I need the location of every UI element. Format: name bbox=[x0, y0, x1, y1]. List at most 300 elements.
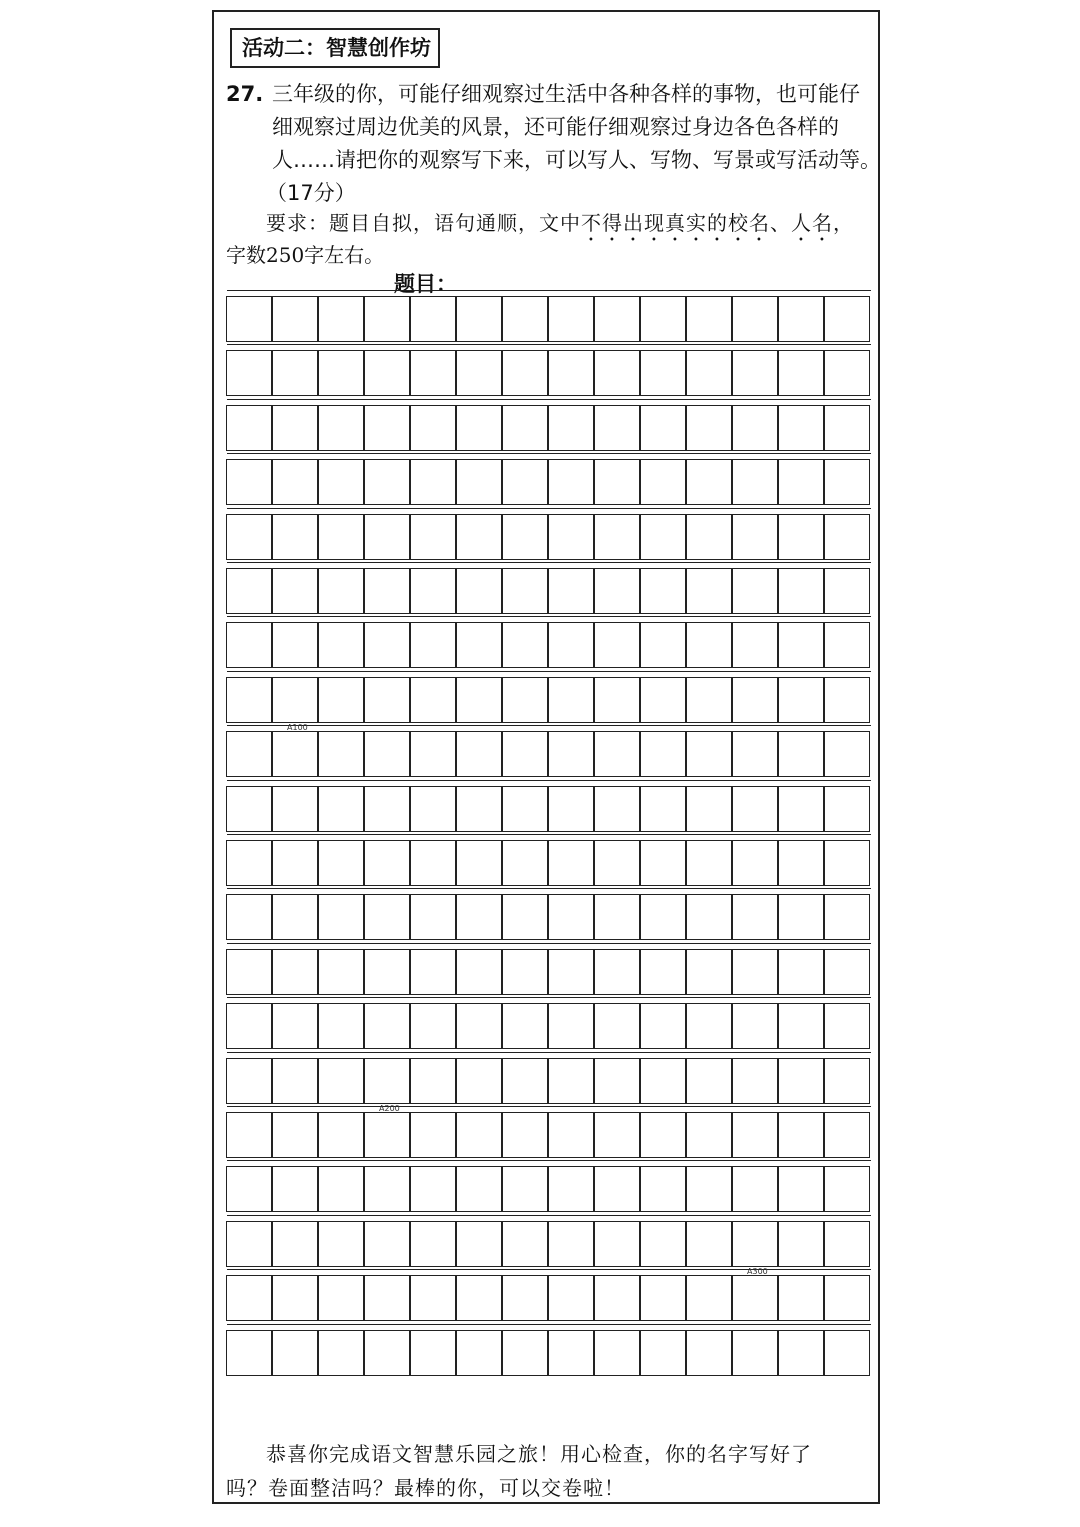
grid-cell[interactable] bbox=[226, 459, 272, 505]
row-separator-line bbox=[227, 997, 871, 998]
grid-cell[interactable] bbox=[318, 1221, 364, 1267]
grid-row bbox=[227, 731, 871, 777]
grid-cell[interactable] bbox=[226, 350, 272, 396]
grid-cell[interactable] bbox=[824, 568, 870, 614]
grid-cell[interactable] bbox=[502, 840, 548, 886]
grid-cell[interactable] bbox=[226, 894, 272, 940]
grid-cell[interactable] bbox=[226, 296, 272, 342]
grid-cell[interactable] bbox=[456, 786, 502, 832]
grid-cell[interactable] bbox=[732, 459, 778, 505]
grid-cell[interactable] bbox=[778, 1221, 824, 1267]
grid-cell[interactable] bbox=[410, 622, 456, 668]
grid-cell[interactable] bbox=[456, 296, 502, 342]
grid-cell[interactable] bbox=[318, 405, 364, 451]
grid-cell[interactable] bbox=[594, 459, 640, 505]
grid-cell[interactable] bbox=[640, 1330, 686, 1376]
grid-cell[interactable] bbox=[686, 514, 732, 560]
grid-cell[interactable] bbox=[640, 1112, 686, 1158]
grid-cell[interactable] bbox=[318, 731, 364, 777]
grid-cell[interactable] bbox=[318, 459, 364, 505]
grid-cell[interactable] bbox=[778, 677, 824, 723]
grid-cell[interactable] bbox=[272, 514, 318, 560]
grid-cell[interactable] bbox=[732, 894, 778, 940]
grid-cell[interactable] bbox=[640, 731, 686, 777]
grid-cell[interactable] bbox=[502, 1166, 548, 1212]
grid-cell[interactable] bbox=[640, 840, 686, 886]
grid-cell[interactable] bbox=[226, 1003, 272, 1049]
grid-row bbox=[227, 894, 871, 940]
grid-cell[interactable] bbox=[732, 840, 778, 886]
grid-cell[interactable] bbox=[824, 405, 870, 451]
grid-cell[interactable] bbox=[410, 949, 456, 995]
grid-cell[interactable] bbox=[548, 568, 594, 614]
grid-cell[interactable] bbox=[502, 786, 548, 832]
grid-cell[interactable] bbox=[732, 731, 778, 777]
grid-cell[interactable] bbox=[502, 459, 548, 505]
word-count-marker: A100 bbox=[287, 722, 308, 732]
grid-cell[interactable] bbox=[548, 1003, 594, 1049]
grid-cell[interactable] bbox=[778, 1275, 824, 1321]
grid-cell[interactable] bbox=[272, 1112, 318, 1158]
grid-cell[interactable] bbox=[502, 731, 548, 777]
grid-cell[interactable] bbox=[364, 731, 410, 777]
grid-row bbox=[227, 568, 871, 614]
grid-cell[interactable] bbox=[732, 1221, 778, 1267]
grid-cell[interactable] bbox=[594, 840, 640, 886]
grid-cell[interactable] bbox=[272, 840, 318, 886]
grid-cell[interactable] bbox=[824, 949, 870, 995]
grid-cell[interactable] bbox=[226, 949, 272, 995]
grid-cell[interactable] bbox=[226, 1221, 272, 1267]
grid-cell[interactable] bbox=[226, 731, 272, 777]
grid-cell[interactable] bbox=[410, 1112, 456, 1158]
section-heading: 活动二：智慧创作坊 bbox=[230, 28, 440, 68]
grid-cell[interactable] bbox=[318, 894, 364, 940]
grid-cell[interactable] bbox=[824, 1221, 870, 1267]
grid-cell[interactable] bbox=[778, 568, 824, 614]
grid-cell[interactable] bbox=[318, 1112, 364, 1158]
grid-cell[interactable] bbox=[410, 350, 456, 396]
grid-cell[interactable] bbox=[686, 731, 732, 777]
grid-cell[interactable] bbox=[594, 1112, 640, 1158]
closing-line-2: 吗？卷面整洁吗？最棒的你，可以交卷啦！ bbox=[226, 1476, 625, 1500]
grid-cell[interactable] bbox=[272, 1058, 318, 1104]
grid-cell[interactable] bbox=[824, 840, 870, 886]
grid-cell[interactable] bbox=[824, 514, 870, 560]
grid-cell[interactable] bbox=[272, 1330, 318, 1376]
grid-cell[interactable] bbox=[318, 677, 364, 723]
grid-cell[interactable] bbox=[824, 296, 870, 342]
grid-cell[interactable] bbox=[502, 1330, 548, 1376]
grid-cell[interactable] bbox=[456, 894, 502, 940]
grid-cell[interactable] bbox=[502, 350, 548, 396]
grid-cell[interactable] bbox=[410, 894, 456, 940]
word-count-marker: A300 bbox=[747, 1266, 768, 1276]
title-label: 题目： bbox=[394, 272, 457, 296]
grid-cell[interactable] bbox=[226, 622, 272, 668]
grid-cell[interactable] bbox=[548, 1166, 594, 1212]
grid-cell[interactable] bbox=[502, 1112, 548, 1158]
grid-cell[interactable] bbox=[640, 459, 686, 505]
grid-cell[interactable] bbox=[594, 731, 640, 777]
grid-cell[interactable] bbox=[686, 568, 732, 614]
grid-cell[interactable] bbox=[824, 1330, 870, 1376]
grid-cell[interactable] bbox=[778, 514, 824, 560]
grid-cell[interactable] bbox=[778, 1003, 824, 1049]
grid-cell[interactable] bbox=[732, 1166, 778, 1212]
grid-cell[interactable] bbox=[456, 459, 502, 505]
grid-cell[interactable] bbox=[640, 350, 686, 396]
grid-cell[interactable] bbox=[502, 1221, 548, 1267]
grid-cell[interactable] bbox=[272, 622, 318, 668]
grid-cell[interactable] bbox=[502, 296, 548, 342]
grid-cell[interactable] bbox=[456, 1275, 502, 1321]
grid-cell[interactable] bbox=[364, 894, 410, 940]
grid-cell[interactable] bbox=[272, 296, 318, 342]
grid-cell[interactable] bbox=[456, 568, 502, 614]
grid-cell[interactable] bbox=[640, 622, 686, 668]
grid-cell[interactable] bbox=[594, 1221, 640, 1267]
grid-cell[interactable] bbox=[594, 786, 640, 832]
grid-cell[interactable] bbox=[594, 405, 640, 451]
grid-cell[interactable] bbox=[640, 568, 686, 614]
grid-cell[interactable] bbox=[778, 949, 824, 995]
grid-cell[interactable] bbox=[548, 350, 594, 396]
grid-cell[interactable] bbox=[364, 514, 410, 560]
grid-cell[interactable] bbox=[272, 786, 318, 832]
grid-cell[interactable] bbox=[272, 1003, 318, 1049]
grid-cell[interactable] bbox=[778, 1166, 824, 1212]
grid-cell[interactable] bbox=[594, 1330, 640, 1376]
grid-cell[interactable] bbox=[410, 1058, 456, 1104]
grid-cell[interactable] bbox=[272, 350, 318, 396]
grid-cell[interactable] bbox=[318, 296, 364, 342]
grid-cell[interactable] bbox=[548, 622, 594, 668]
grid-cell[interactable] bbox=[364, 1330, 410, 1376]
grid-cell[interactable] bbox=[364, 405, 410, 451]
grid-cell[interactable] bbox=[410, 1166, 456, 1212]
grid-cell[interactable] bbox=[778, 731, 824, 777]
grid-cell[interactable] bbox=[318, 840, 364, 886]
grid-cell[interactable] bbox=[640, 296, 686, 342]
grid-cell[interactable] bbox=[686, 622, 732, 668]
row-separator-line bbox=[227, 834, 871, 835]
grid-cell[interactable] bbox=[548, 514, 594, 560]
grid-cell[interactable] bbox=[548, 1275, 594, 1321]
grid-cell[interactable] bbox=[456, 1003, 502, 1049]
grid-cell[interactable] bbox=[456, 840, 502, 886]
grid-cell[interactable] bbox=[318, 568, 364, 614]
row-separator-line bbox=[227, 562, 871, 563]
grid-cell[interactable] bbox=[456, 514, 502, 560]
grid-cell[interactable] bbox=[318, 1003, 364, 1049]
grid-cell[interactable] bbox=[732, 1003, 778, 1049]
grid-cell[interactable] bbox=[272, 731, 318, 777]
grid-cell[interactable] bbox=[640, 786, 686, 832]
grid-cell[interactable] bbox=[502, 949, 548, 995]
grid-cell[interactable] bbox=[778, 1112, 824, 1158]
grid-row bbox=[227, 1058, 871, 1104]
grid-cell[interactable] bbox=[686, 1112, 732, 1158]
grid-cell[interactable] bbox=[732, 405, 778, 451]
grid-cell[interactable] bbox=[824, 894, 870, 940]
grid-cell[interactable] bbox=[594, 1003, 640, 1049]
grid-cell[interactable] bbox=[272, 949, 318, 995]
grid-cell[interactable] bbox=[456, 1166, 502, 1212]
grid-row bbox=[227, 459, 871, 505]
grid-cell[interactable] bbox=[594, 894, 640, 940]
grid-cell[interactable] bbox=[594, 1058, 640, 1104]
grid-cell[interactable] bbox=[364, 1166, 410, 1212]
grid-cell[interactable] bbox=[272, 1221, 318, 1267]
grid-cell[interactable] bbox=[456, 677, 502, 723]
grid-cell[interactable] bbox=[364, 622, 410, 668]
grid-cell[interactable] bbox=[364, 949, 410, 995]
grid-cell[interactable] bbox=[686, 1275, 732, 1321]
grid-cell[interactable] bbox=[548, 296, 594, 342]
grid-cell[interactable] bbox=[640, 514, 686, 560]
grid-cell[interactable] bbox=[548, 1058, 594, 1104]
grid-cell[interactable] bbox=[732, 350, 778, 396]
requirement-emphasis: 不得出现真实的校名、人名 bbox=[581, 211, 833, 235]
grid-cell[interactable] bbox=[502, 568, 548, 614]
grid-cell[interactable] bbox=[778, 1058, 824, 1104]
grid-cell[interactable] bbox=[778, 622, 824, 668]
grid-cell[interactable] bbox=[410, 1221, 456, 1267]
grid-cell[interactable] bbox=[226, 677, 272, 723]
grid-cell[interactable] bbox=[410, 459, 456, 505]
grid-cell[interactable] bbox=[824, 1003, 870, 1049]
grid-cell[interactable] bbox=[226, 514, 272, 560]
grid-cell[interactable] bbox=[732, 1112, 778, 1158]
grid-cell[interactable] bbox=[686, 1058, 732, 1104]
grid-cell[interactable] bbox=[824, 622, 870, 668]
grid-cell[interactable] bbox=[502, 1003, 548, 1049]
grid-cell[interactable] bbox=[456, 622, 502, 668]
grid-cell[interactable] bbox=[548, 677, 594, 723]
grid-cell[interactable] bbox=[686, 840, 732, 886]
grid-cell[interactable] bbox=[410, 786, 456, 832]
grid-cell[interactable] bbox=[778, 1330, 824, 1376]
grid-cell[interactable] bbox=[410, 1330, 456, 1376]
grid-cell[interactable] bbox=[824, 677, 870, 723]
grid-cell[interactable] bbox=[548, 1112, 594, 1158]
closing-line-1: 恭喜你完成语文智慧乐园之旅！用心检查，你的名字写好了 bbox=[266, 1442, 812, 1466]
grid-cell[interactable] bbox=[226, 405, 272, 451]
grid-cell[interactable] bbox=[732, 1058, 778, 1104]
grid-cell[interactable] bbox=[824, 1112, 870, 1158]
grid-cell[interactable] bbox=[778, 786, 824, 832]
grid-cell[interactable] bbox=[272, 459, 318, 505]
grid-cell[interactable] bbox=[410, 514, 456, 560]
grid-cell[interactable] bbox=[778, 405, 824, 451]
grid-cell[interactable] bbox=[640, 949, 686, 995]
grid-cell[interactable] bbox=[640, 405, 686, 451]
grid-cell[interactable] bbox=[594, 296, 640, 342]
grid-cell[interactable] bbox=[272, 677, 318, 723]
grid-cell[interactable] bbox=[364, 840, 410, 886]
grid-cell[interactable] bbox=[686, 677, 732, 723]
grid-cell[interactable] bbox=[272, 568, 318, 614]
grid-cell[interactable] bbox=[732, 1275, 778, 1321]
grid-cell[interactable] bbox=[364, 296, 410, 342]
grid-cell[interactable] bbox=[272, 405, 318, 451]
grid-cell[interactable] bbox=[686, 1221, 732, 1267]
grid-cell[interactable] bbox=[778, 350, 824, 396]
grid-cell[interactable] bbox=[824, 786, 870, 832]
grid-cell[interactable] bbox=[364, 1058, 410, 1104]
grid-cell[interactable] bbox=[548, 731, 594, 777]
grid-cell[interactable] bbox=[548, 949, 594, 995]
grid-cell[interactable] bbox=[778, 459, 824, 505]
grid-cell[interactable] bbox=[410, 840, 456, 886]
grid-cell[interactable] bbox=[456, 731, 502, 777]
grid-cell[interactable] bbox=[226, 840, 272, 886]
grid-cell[interactable] bbox=[594, 949, 640, 995]
grid-cell[interactable] bbox=[226, 1275, 272, 1321]
requirement-suffix: ， bbox=[833, 211, 854, 235]
grid-cell[interactable] bbox=[594, 514, 640, 560]
grid-cell[interactable] bbox=[226, 786, 272, 832]
grid-cell[interactable] bbox=[364, 350, 410, 396]
grid-cell[interactable] bbox=[548, 1221, 594, 1267]
grid-cell[interactable] bbox=[318, 1275, 364, 1321]
grid-cell[interactable] bbox=[318, 350, 364, 396]
grid-cell[interactable] bbox=[410, 731, 456, 777]
grid-cell[interactable] bbox=[272, 894, 318, 940]
grid-cell[interactable] bbox=[410, 1275, 456, 1321]
grid-cell[interactable] bbox=[548, 840, 594, 886]
grid-cell[interactable] bbox=[732, 296, 778, 342]
grid-cell[interactable] bbox=[272, 1275, 318, 1321]
row-separator-line bbox=[227, 1106, 871, 1107]
grid-cell[interactable] bbox=[226, 1166, 272, 1212]
grid-cell[interactable] bbox=[318, 949, 364, 995]
grid-cell[interactable] bbox=[548, 405, 594, 451]
grid-cell[interactable] bbox=[732, 786, 778, 832]
grid-cell[interactable] bbox=[594, 677, 640, 723]
grid-cell[interactable] bbox=[686, 405, 732, 451]
grid-cell[interactable] bbox=[364, 568, 410, 614]
grid-cell[interactable] bbox=[502, 1058, 548, 1104]
grid-cell[interactable] bbox=[502, 405, 548, 451]
grid-cell[interactable] bbox=[364, 1112, 410, 1158]
grid-cell[interactable] bbox=[318, 786, 364, 832]
grid-cell[interactable] bbox=[456, 1330, 502, 1376]
grid-cell[interactable] bbox=[686, 296, 732, 342]
grid-cell[interactable] bbox=[272, 1166, 318, 1212]
grid-cell[interactable] bbox=[824, 1166, 870, 1212]
grid-cell[interactable] bbox=[456, 350, 502, 396]
grid-cell[interactable] bbox=[686, 459, 732, 505]
grid-cell[interactable] bbox=[502, 622, 548, 668]
grid-cell[interactable] bbox=[364, 1003, 410, 1049]
grid-cell[interactable] bbox=[824, 731, 870, 777]
grid-cell[interactable] bbox=[364, 459, 410, 505]
grid-cell[interactable] bbox=[318, 1166, 364, 1212]
grid-cell[interactable] bbox=[732, 622, 778, 668]
grid-cell[interactable] bbox=[226, 1330, 272, 1376]
grid-cell[interactable] bbox=[502, 677, 548, 723]
grid-cell[interactable] bbox=[778, 296, 824, 342]
grid-cell[interactable] bbox=[732, 514, 778, 560]
grid-cell[interactable] bbox=[732, 677, 778, 723]
grid-cell[interactable] bbox=[824, 350, 870, 396]
composition-grid[interactable] bbox=[227, 288, 871, 1428]
grid-cell[interactable] bbox=[456, 949, 502, 995]
grid-cell[interactable] bbox=[456, 1221, 502, 1267]
grid-cell[interactable] bbox=[548, 894, 594, 940]
grid-cell[interactable] bbox=[318, 514, 364, 560]
grid-cell[interactable] bbox=[548, 1330, 594, 1376]
grid-cell[interactable] bbox=[502, 514, 548, 560]
grid-cell[interactable] bbox=[456, 405, 502, 451]
grid-cell[interactable] bbox=[410, 1003, 456, 1049]
grid-cell[interactable] bbox=[318, 1330, 364, 1376]
grid-cell[interactable] bbox=[640, 1003, 686, 1049]
grid-cell[interactable] bbox=[778, 894, 824, 940]
grid-cell[interactable] bbox=[686, 1330, 732, 1376]
grid-cell[interactable] bbox=[318, 622, 364, 668]
grid-cell[interactable] bbox=[364, 1275, 410, 1321]
grid-cell[interactable] bbox=[686, 894, 732, 940]
grid-cell[interactable] bbox=[456, 1112, 502, 1158]
grid-cell[interactable] bbox=[502, 1275, 548, 1321]
grid-cell[interactable] bbox=[410, 677, 456, 723]
grid-cell[interactable] bbox=[686, 786, 732, 832]
grid-cell[interactable] bbox=[456, 1058, 502, 1104]
grid-cell[interactable] bbox=[226, 1058, 272, 1104]
grid-cell[interactable] bbox=[594, 1275, 640, 1321]
grid-cell[interactable] bbox=[824, 1275, 870, 1321]
grid-cell[interactable] bbox=[410, 405, 456, 451]
grid-cell[interactable] bbox=[410, 296, 456, 342]
grid-cell[interactable] bbox=[732, 1330, 778, 1376]
grid-cell[interactable] bbox=[318, 1058, 364, 1104]
question-number: 27. bbox=[226, 82, 264, 106]
grid-cell[interactable] bbox=[364, 677, 410, 723]
grid-cell[interactable] bbox=[226, 568, 272, 614]
grid-cell[interactable] bbox=[364, 1221, 410, 1267]
grid-cell[interactable] bbox=[640, 1221, 686, 1267]
grid-cell[interactable] bbox=[640, 1166, 686, 1212]
grid-cell[interactable] bbox=[640, 894, 686, 940]
grid-cell[interactable] bbox=[732, 568, 778, 614]
grid-cell[interactable] bbox=[548, 786, 594, 832]
answer-sheet-page bbox=[212, 10, 880, 1504]
grid-cell[interactable] bbox=[226, 1112, 272, 1158]
grid-cell[interactable] bbox=[824, 459, 870, 505]
grid-cell[interactable] bbox=[594, 1166, 640, 1212]
grid-cell[interactable] bbox=[548, 459, 594, 505]
grid-cell[interactable] bbox=[640, 1275, 686, 1321]
grid-cell[interactable] bbox=[364, 786, 410, 832]
grid-cell[interactable] bbox=[594, 622, 640, 668]
grid-cell[interactable] bbox=[686, 949, 732, 995]
grid-cell[interactable] bbox=[594, 350, 640, 396]
grid-cell[interactable] bbox=[732, 949, 778, 995]
grid-cell[interactable] bbox=[502, 894, 548, 940]
grid-cell[interactable] bbox=[686, 1166, 732, 1212]
grid-cell[interactable] bbox=[686, 1003, 732, 1049]
grid-cell[interactable] bbox=[824, 1058, 870, 1104]
grid-cell[interactable] bbox=[640, 677, 686, 723]
grid-cell[interactable] bbox=[594, 568, 640, 614]
grid-cell[interactable] bbox=[686, 350, 732, 396]
grid-cell[interactable] bbox=[410, 568, 456, 614]
grid-cell[interactable] bbox=[640, 1058, 686, 1104]
grid-cell[interactable] bbox=[778, 840, 824, 886]
